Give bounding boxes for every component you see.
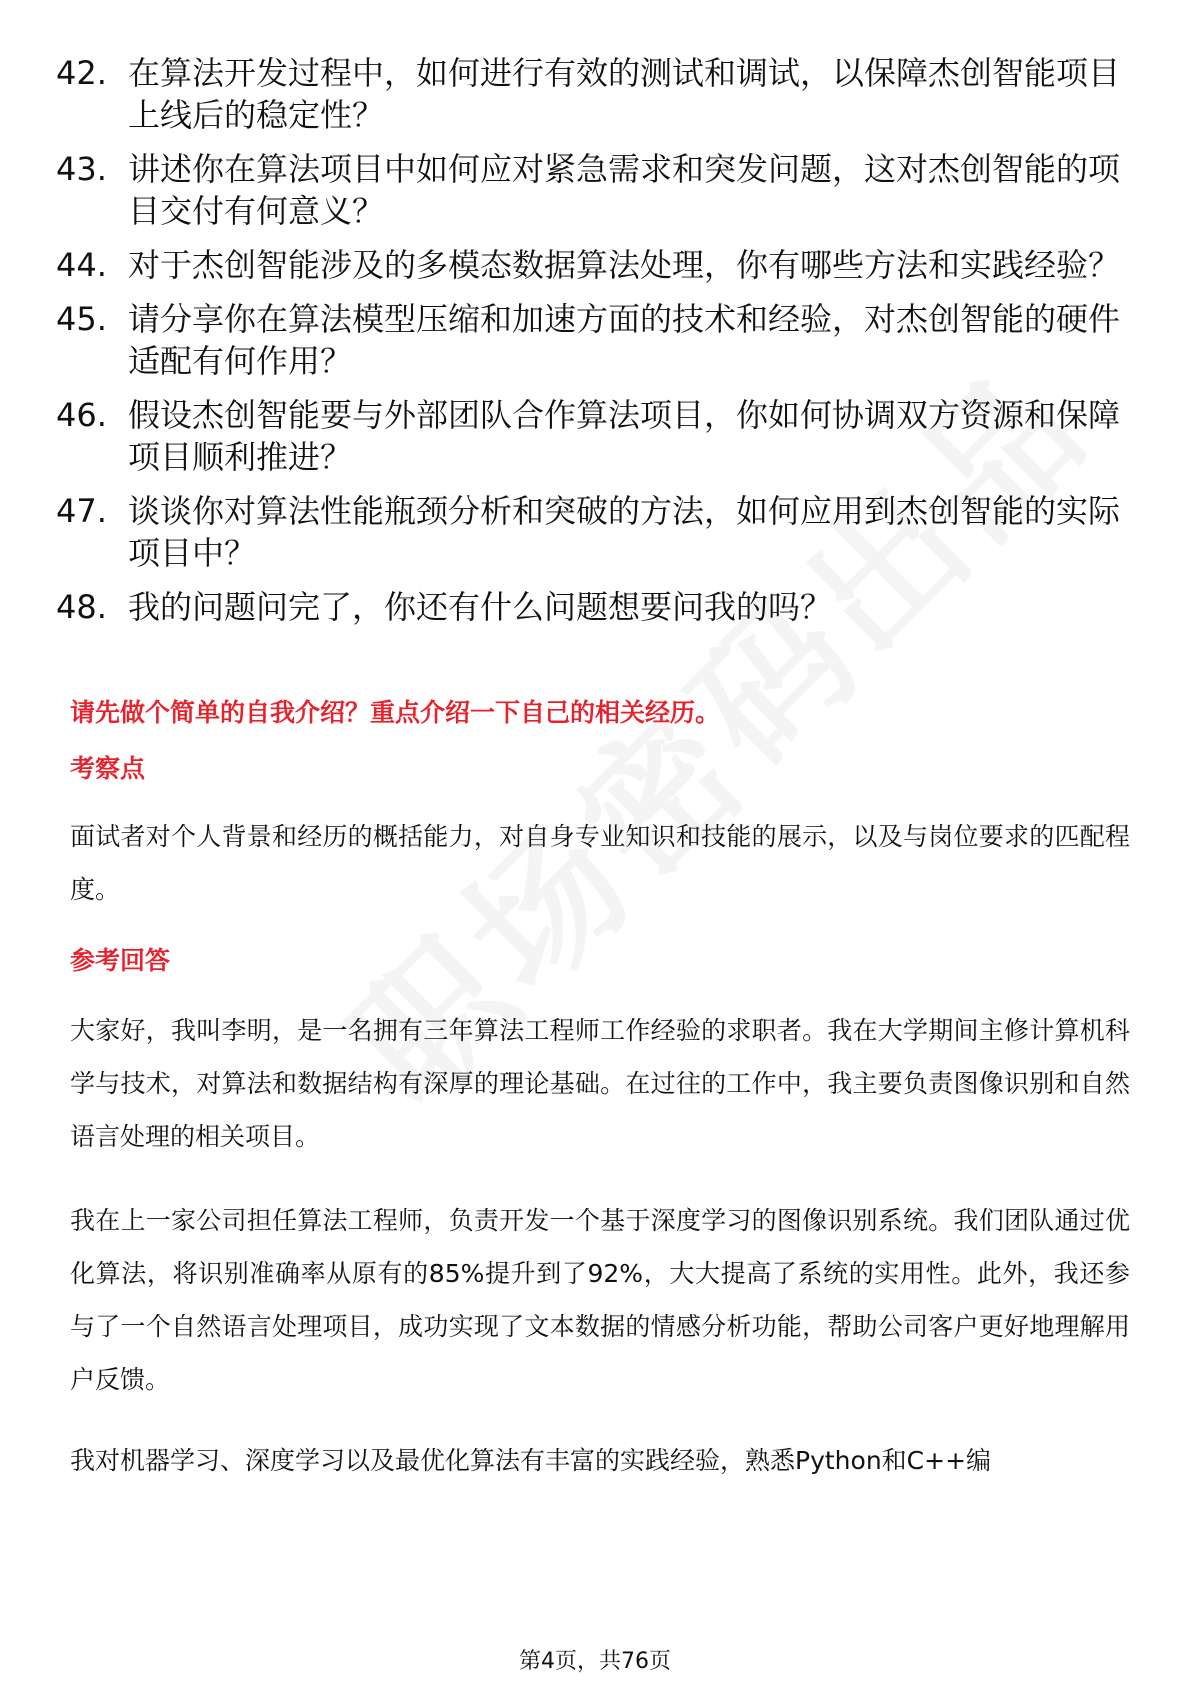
question-number: 43.	[56, 150, 107, 188]
question-text: 假设杰创智能要与外部团队合作算法项目，你如何协调双方资源和保障项目顺利推进？	[128, 396, 1121, 476]
page-number: 第4页，共76页	[519, 1649, 671, 1674]
focus-text: 面试者对个人背景和经历的概括能力，对自身专业知识和技能的展示，以及与岗位要求的匹配程度。	[70, 822, 1130, 904]
question-number: 44.	[56, 246, 107, 284]
question-number: 46.	[56, 396, 107, 434]
answer-paragraph: 我对机器学习、深度学习以及最优化算法有丰富的实践经验，熟悉Python和C++编	[70, 1446, 992, 1475]
question-number: 45.	[56, 300, 107, 338]
answer-paragraph: 我在上一家公司担任算法工程师，负责开发一个基于深度学习的图像识别系统。我们团队通过优化算法，将识别准确率从原有的85%提升到了92%，大大提高了系统的实用性。此外，我还参与了一个自然语言处理项目，成功实现了文本数据的情感分析功能，帮助公司客户更好地理解用户反馈。	[70, 1206, 1130, 1394]
question-number: 47.	[56, 492, 107, 530]
focus-label: 考察点	[70, 754, 146, 783]
question-text: 请分享你在算法模型压缩和加速方面的技术和经验，对杰创智能的硬件适配有何作用？	[128, 300, 1121, 380]
question-item	[56, 394, 1136, 478]
question-text: 对于杰创智能涉及的多模态数据算法处理，你有哪些方法和实践经验？	[128, 246, 1121, 284]
question-item	[56, 52, 1136, 136]
question-text: 讲述你在算法项目中如何应对紧急需求和突发问题，这对杰创智能的项目交付有何意义？	[128, 150, 1121, 230]
question-text: 我的问题问完了，你还有什么问题想要问我的吗？	[128, 588, 833, 626]
question-number: 48.	[56, 588, 107, 626]
answer-label: 参考回答	[70, 946, 171, 975]
answer-paragraph: 大家好，我叫李明，是一名拥有三年算法工程师工作经验的求职者。我在大学期间主修计算机科学与技术，对算法和数据结构有深厚的理论基础。在过往的工作中，我主要负责图像识别和自然语言处理的相关项目。	[70, 1016, 1130, 1151]
question-text: 在算法开发过程中，如何进行有效的测试和调试，以保障杰创智能项目上线后的稳定性？	[128, 54, 1121, 134]
question-item	[56, 586, 1136, 628]
question-item	[56, 490, 1136, 574]
question-item	[56, 148, 1136, 232]
question-text: 谈谈你对算法性能瓶颈分析和突破的方法，如何应用到杰创智能的实际项目中？	[128, 492, 1121, 572]
question-list	[56, 52, 1136, 640]
question-number: 42.	[56, 54, 107, 92]
question-item	[56, 244, 1136, 286]
question-item	[56, 298, 1136, 382]
section-title: 请先做个简单的自我介绍？重点介绍一下自己的相关经历。	[70, 698, 721, 727]
